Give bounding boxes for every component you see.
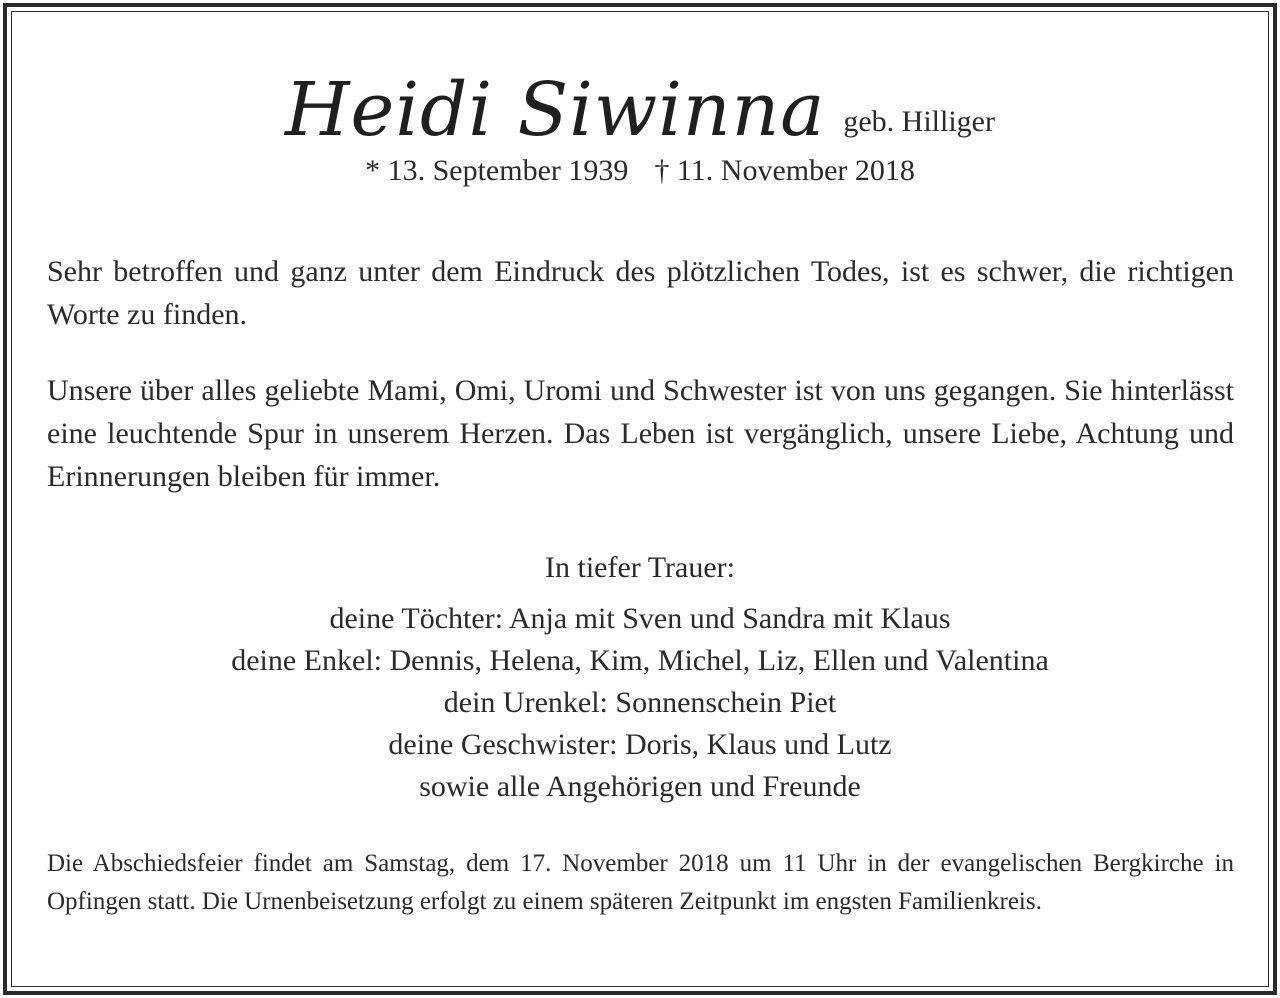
birth-date: * 13. September 1939 — [365, 154, 629, 187]
mourner-line: sowie alle Angehörigen und Freunde — [419, 770, 861, 803]
name-line — [0, 60, 1280, 160]
mourning-heading: In tiefer Trauer: — [545, 551, 735, 584]
mourners-block — [0, 546, 1280, 808]
mourner-line: deine Geschwister: Doris, Klaus und Lutz — [388, 728, 892, 761]
notice-header — [0, 60, 1280, 188]
death-date: † 11. November 2018 — [654, 154, 915, 187]
mourner-line: dein Urenkel: Sonnenschein Piet — [443, 686, 837, 719]
life-dates — [0, 154, 1280, 188]
service-info: Die Abschiedsfeier findet am Samstag, dem 17. November 2018 um 11 Uhr in der evangelischen Bergkirche in Opfingen statt. Die Urnenbeisetzung erfolgt zu einem späteren Zeitpunkt im engsten Familienkreis. — [47, 850, 1234, 915]
deceased-name: Heidi Siwinna — [285, 67, 826, 153]
maiden-name: geb. Hilliger — [843, 105, 995, 138]
paragraph-condolence: Sehr betroffen und ganz unter dem Eindruck des plötzlichen Todes, ist es schwer, die richtigen Worte zu finden. — [47, 255, 1234, 331]
paragraph-tribute: Unsere über alles geliebte Mami, Omi, Uromi und Schwester ist von uns gegangen. Sie hinterlässt eine leuchtende Spur in unserem Herzen. Das Leben ist vergänglich, unsere Liebe, Achtung und Erinnerungen bleiben für immer. — [47, 374, 1234, 493]
mourner-line: deine Töchter: Anja mit Sven und Sandra mit Klaus — [329, 602, 951, 635]
mourner-line: deine Enkel: Dennis, Helena, Kim, Michel, Liz, Ellen und Valentina — [231, 644, 1049, 677]
